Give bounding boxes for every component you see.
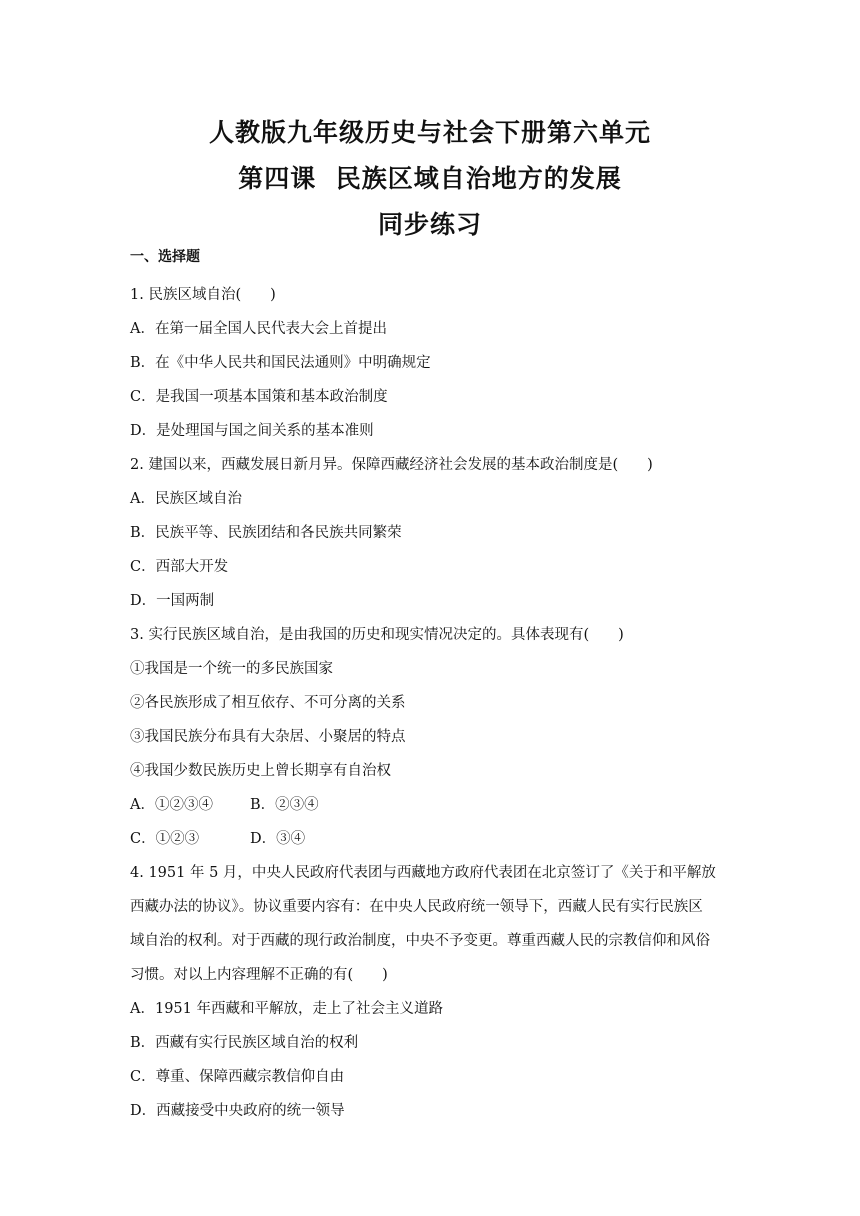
option-b: B．民族平等、民族团结和各民族共同繁荣	[130, 525, 402, 541]
question-3	[130, 618, 740, 856]
document-title	[0, 110, 860, 248]
question-list	[130, 278, 740, 1128]
option-d: D．③④	[250, 831, 306, 847]
option-d: D．一国两制	[130, 593, 215, 609]
option-a: A．①②③④	[130, 797, 213, 813]
option-c: C．西部大开发	[130, 559, 229, 575]
option-row-cd	[130, 822, 740, 856]
statement-3: ③我国民族分布具有大杂居、小聚居的特点	[130, 729, 406, 745]
title-line-2: 第四课 民族区域自治地方的发展	[238, 164, 622, 193]
question-stem: 2. 建国以来，西藏发展日新月异。保障西藏经济社会发展的基本政治制度是( )	[130, 457, 653, 473]
question-stem-line-4: 习惯。对以上内容理解不正确的有( )	[130, 967, 388, 983]
question-stem-line-1: 4. 1951 年 5 月，中央人民政府代表团与西藏地方政府代表团在北京签订了《关于和平解放	[130, 865, 716, 881]
statement-1: ①我国是一个统一的多民族国家	[130, 661, 333, 677]
option-b: B．西藏有实行民族区域自治的权利	[130, 1035, 359, 1051]
option-a: A．民族区域自治	[130, 491, 242, 507]
question-4	[130, 856, 740, 1128]
option-a: A．1951 年西藏和平解放，走上了社会主义道路	[130, 1001, 443, 1017]
title-line-3: 同步练习	[377, 210, 482, 239]
question-1	[130, 278, 740, 448]
question-stem: 3. 实行民族区域自治，是由我国的历史和现实情况决定的。具体表现有( )	[130, 627, 624, 643]
option-a: A．在第一届全国人民代表大会上首提出	[130, 321, 387, 337]
option-b: B．②③④	[250, 797, 319, 813]
option-d: D．西藏接受中央政府的统一领导	[130, 1103, 345, 1119]
option-row-ab	[130, 788, 740, 822]
title-line-1: 人教版九年级历史与社会下册第六单元	[208, 118, 651, 147]
option-b: B．在《中华人民共和国民法通则》中明确规定	[130, 355, 431, 371]
question-stem-line-3: 域自治的权利。对于西藏的现行政治制度，中央不予变更。尊重西藏人民的宗教信仰和风俗	[130, 933, 710, 949]
question-2	[130, 448, 740, 618]
option-c: C．是我国一项基本国策和基本政治制度	[130, 389, 388, 405]
option-c: C．尊重、保障西藏宗教信仰自由	[130, 1069, 345, 1085]
section-heading: 一、选择题	[130, 249, 200, 265]
question-stem-line-2: 西藏办法的协议》。协议重要内容有：在中央人民政府统一领导下，西藏人民有实行民族区	[130, 899, 703, 915]
statement-4: ④我国少数民族历史上曾长期享有自治权	[130, 763, 391, 779]
question-stem: 1. 民族区域自治( )	[130, 287, 276, 303]
statement-2: ②各民族形成了相互依存、不可分离的关系	[130, 695, 406, 711]
option-c: C．①②③	[130, 831, 200, 847]
option-d: D．是处理国与国之间关系的基本准则	[130, 423, 374, 439]
